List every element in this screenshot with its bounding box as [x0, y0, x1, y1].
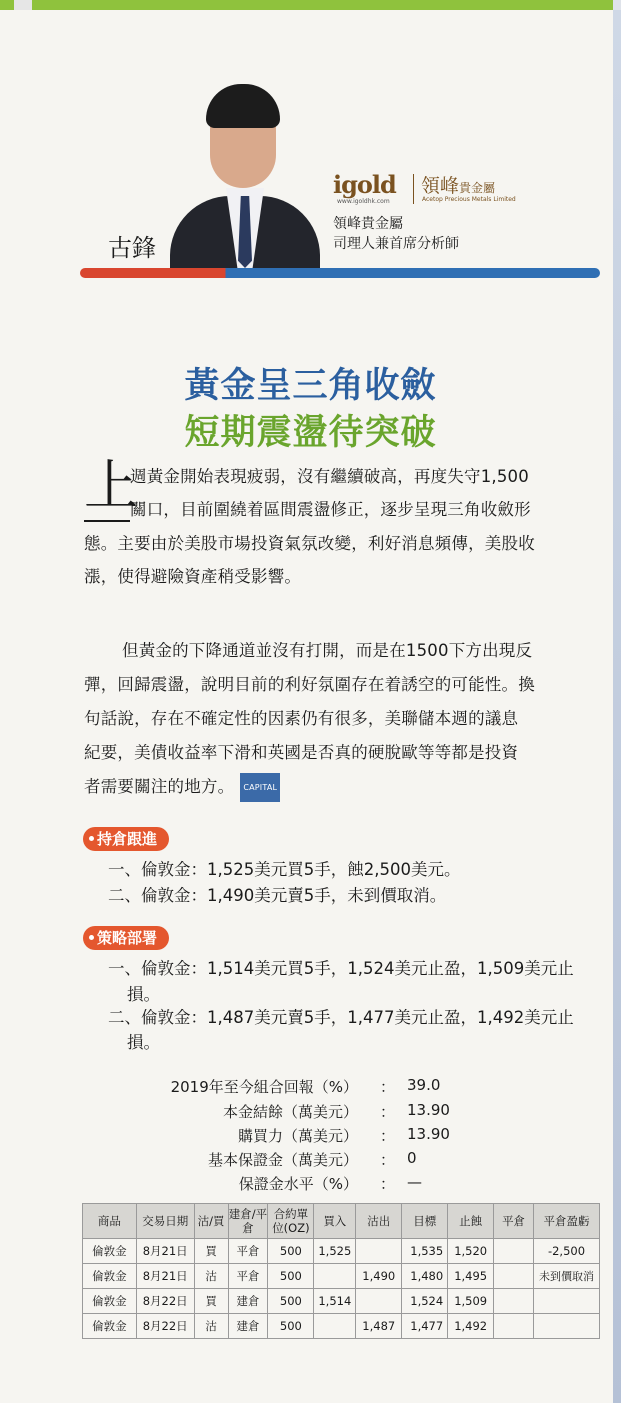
cell-stop: 1,492 [448, 1314, 494, 1339]
cell-pnl: -2,500 [534, 1239, 600, 1264]
strategy-tag-label: 策略部署 [97, 929, 158, 947]
cell-open-close: 建倉 [228, 1314, 268, 1339]
cell-pnl: 未到價取消 [534, 1264, 600, 1289]
cell-date: 8月22日 [136, 1289, 194, 1314]
capital-end-mark: CAPITAL [240, 773, 280, 802]
stat-colon: ： [380, 1151, 396, 1169]
author-name: 古鋒 [108, 234, 156, 262]
cell-target: 1,477 [402, 1314, 448, 1339]
col-header: 止蝕 [448, 1204, 494, 1239]
cell-target: 1,535 [402, 1239, 448, 1264]
author-company: 領峰貴金屬 [333, 216, 403, 232]
cell-pnl [534, 1289, 600, 1314]
cell-stop: 1,509 [448, 1289, 494, 1314]
table-row [83, 1239, 600, 1264]
cell-close [494, 1314, 534, 1339]
stat-colon: ： [380, 1175, 396, 1193]
headline-line-2: 短期震盪待突破 [184, 413, 437, 453]
position-item: 二、倫敦金：1,490美元賣5手，未到價取消。 [108, 886, 447, 905]
stat-label: 本金結餘（萬美元） [222, 1103, 358, 1121]
logo-divider [413, 174, 414, 204]
logo-url: www.igoldhk.com [337, 198, 390, 205]
stat-value: 13.90 [407, 1101, 450, 1119]
paragraph-2-line [84, 773, 280, 802]
paragraph-2-last: 者需要關注的地方。 [84, 777, 235, 796]
stat-label: 保證金水平（%） [238, 1175, 358, 1193]
cell-side: 買 [194, 1289, 228, 1314]
strategy-tag [83, 926, 169, 950]
table-row [83, 1289, 600, 1314]
cell-close [494, 1239, 534, 1264]
cell-sell: 1,490 [356, 1264, 402, 1289]
cell-stop: 1,495 [448, 1264, 494, 1289]
positions-tag [83, 827, 169, 851]
col-header: 建倉/平倉 [228, 1204, 268, 1239]
logo-chinese-main: 領峰 [421, 175, 460, 197]
cell-open-close: 平倉 [228, 1264, 268, 1289]
portrait-hair [206, 84, 280, 128]
col-header: 沽/買 [194, 1204, 228, 1239]
cell-product: 倫敦金 [83, 1264, 137, 1289]
strategy-item: 一、倫敦金：1,514美元買5手，1,524美元止盈，1,509美元止 [108, 959, 574, 978]
cell-target: 1,480 [402, 1264, 448, 1289]
headline-line-1: 黃金呈三角收斂 [184, 366, 437, 406]
cell-target: 1,524 [402, 1289, 448, 1314]
cell-product: 倫敦金 [83, 1314, 137, 1339]
page-edge-fill [613, 10, 621, 1403]
col-header: 平倉盈虧 [534, 1204, 600, 1239]
cell-sell [356, 1239, 402, 1264]
cell-buy [314, 1264, 356, 1289]
table-row [83, 1314, 600, 1339]
author-role: 司理人兼首席分析師 [333, 236, 459, 252]
cell-side: 沽 [194, 1264, 228, 1289]
cell-product: 倫敦金 [83, 1289, 137, 1314]
cell-contract: 500 [268, 1314, 314, 1339]
cell-side: 沽 [194, 1314, 228, 1339]
col-header: 平倉 [494, 1204, 534, 1239]
logo-english: Acetop Precious Metals Limited [422, 196, 516, 203]
drop-cap-rule [84, 520, 130, 522]
cell-product: 倫敦金 [83, 1239, 137, 1264]
stat-colon: ： [380, 1103, 396, 1121]
stat-value: 0 [407, 1149, 417, 1167]
cell-sell [356, 1289, 402, 1314]
stat-colon: ： [380, 1078, 396, 1096]
col-header: 交易日期 [136, 1204, 194, 1239]
cell-date: 8月21日 [136, 1264, 194, 1289]
stat-colon: ： [380, 1127, 396, 1145]
col-header: 商品 [83, 1204, 137, 1239]
paragraph-1-line: 態。主要由於美股市場投資氣氛改變，利好消息頻傳，美股收 [84, 534, 535, 553]
col-header: 買入 [314, 1204, 356, 1239]
cell-open-close: 建倉 [228, 1289, 268, 1314]
cell-side: 買 [194, 1239, 228, 1264]
cell-contract: 500 [268, 1264, 314, 1289]
paragraph-2-line: 紀要，美債收益率下滑和英國是否真的硬脫歐等等都是投資 [84, 743, 519, 762]
stat-label: 2019年至今組合回報（%） [170, 1078, 358, 1096]
table-row [83, 1264, 600, 1289]
logo-wordmark: igold [333, 170, 396, 199]
top-accent-notch [14, 0, 32, 10]
logo-chinese-small: 貴金屬 [459, 181, 496, 195]
col-header: 沽出 [356, 1204, 402, 1239]
strategy-item: 二、倫敦金：1,487美元賣5手，1,477美元止盈，1,492美元止 [108, 1008, 574, 1027]
paragraph-1-line: 週黃金開始表現疲弱，沒有繼續破高，再度失守1,500 [130, 467, 529, 486]
cell-date: 8月21日 [136, 1239, 194, 1264]
col-header: 目標 [402, 1204, 448, 1239]
table-header-row [83, 1204, 600, 1239]
strategy-item-cont: 損。 [127, 1033, 160, 1052]
page-edge [613, 0, 621, 1403]
cell-contract: 500 [268, 1289, 314, 1314]
stat-label: 購買力（萬美元） [237, 1127, 358, 1145]
positions-tag-label: 持倉跟進 [97, 830, 158, 848]
paragraph-1-line: 關口，目前圍繞着區間震盪修正，逐步呈現三角收斂形 [130, 500, 531, 519]
paragraph-1-line: 漲，使得避險資產稍受影響。 [84, 567, 302, 586]
trade-table [82, 1203, 600, 1339]
stat-value: — [407, 1173, 422, 1191]
cell-buy [314, 1314, 356, 1339]
cell-close [494, 1289, 534, 1314]
cell-stop: 1,520 [448, 1239, 494, 1264]
strategy-item-cont: 損。 [127, 985, 160, 1004]
cell-close [494, 1264, 534, 1289]
stat-label: 基本保證金（萬美元） [207, 1151, 358, 1169]
col-header: 合約單位(OZ) [268, 1204, 314, 1239]
header-divider [80, 268, 600, 278]
tag-dot-icon [89, 836, 94, 841]
stat-value: 39.0 [407, 1076, 441, 1094]
paragraph-2-line: 但黃金的下降通道並沒有打開，而是在1500下方出現反 [122, 641, 533, 660]
paragraph-2-line: 彈，回歸震盪，說明目前的利好氛圍存在着誘空的可能性。換 [84, 675, 535, 694]
cell-contract: 500 [268, 1239, 314, 1264]
cell-buy: 1,525 [314, 1239, 356, 1264]
author-portrait [170, 78, 320, 268]
position-item: 一、倫敦金：1,525美元買5手，蝕2,500美元。 [108, 860, 461, 879]
tag-dot-icon [89, 935, 94, 940]
top-accent-bar [0, 0, 621, 10]
stat-value: 13.90 [407, 1125, 450, 1143]
igold-logo [333, 170, 543, 208]
paragraph-2-line: 句話說，存在不確定性的因素仍有很多，美聯儲本週的議息 [84, 709, 519, 728]
drop-cap: 上 [84, 454, 138, 517]
cell-sell: 1,487 [356, 1314, 402, 1339]
cell-buy: 1,514 [314, 1289, 356, 1314]
cell-open-close: 平倉 [228, 1239, 268, 1264]
logo-chinese [421, 171, 495, 198]
cell-date: 8月22日 [136, 1314, 194, 1339]
cell-pnl [534, 1314, 600, 1339]
